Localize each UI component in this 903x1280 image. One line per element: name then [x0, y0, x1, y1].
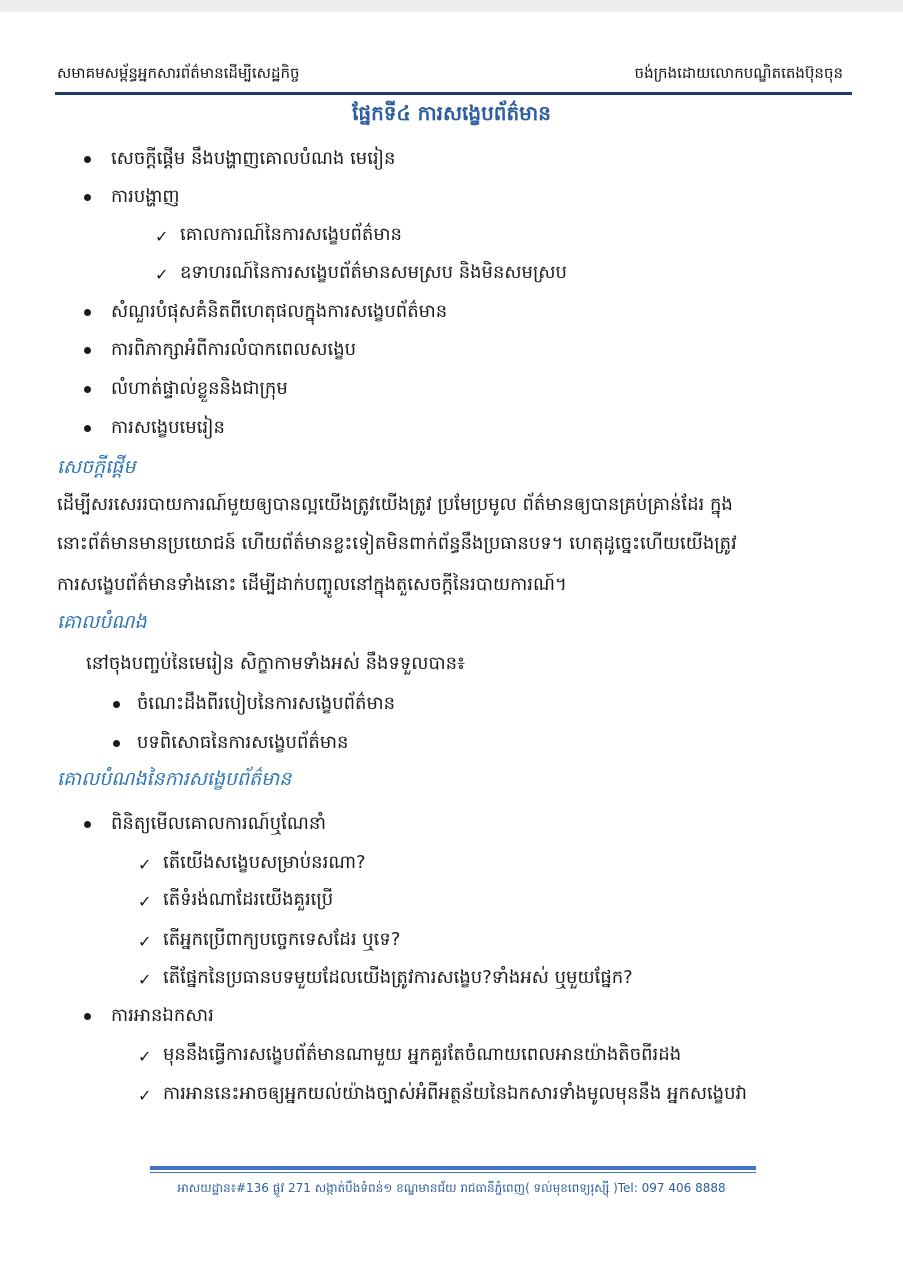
- purpose-check-item: ការអាននេះអាចឲ្យអ្នកយល់យ៉ាងច្បាស់អំពីអត្ថន័យនៃឯកសារទាំងមូលមុននឹង អ្នកសង្ខេបវា: [163, 1083, 747, 1104]
- objective-lead: នៅចុងបញ្ចប់នៃមេរៀន សិក្ខាកាមទាំងអស់ នឹងទទួលបាន៖: [86, 653, 465, 674]
- purpose-check-item: តើអ្នកប្រើពាក្យបច្ចេកទេសដែរ ឬទេ?: [163, 929, 401, 950]
- checkmark-icon: ✓: [155, 227, 169, 246]
- intro-paragraph-line: ដើម្បីសរសេររបាយការណ៍មួយឲ្យបានល្អយើងត្រូវយើងត្រូវ ប្រមែប្រមូល ព័ត៌មានឲ្យបានគ្រប់គ្រាន់ដែរ ក្នុង: [57, 494, 733, 515]
- bullet-icon: [84, 386, 91, 393]
- bullet-icon: [84, 156, 91, 163]
- bullet-icon: [84, 425, 91, 432]
- section-heading-purpose: គោលបំណងនៃការសង្ខេបព័ត៌មាន: [57, 768, 292, 790]
- section-heading-intro: សេចក្តីផ្តើម: [57, 456, 136, 478]
- purpose-item: ការអានឯកសារ: [111, 1005, 214, 1026]
- bullet-icon: [84, 1013, 91, 1020]
- footer-address: អាសយដ្ឋាន៖#136 ផ្លូវ 271 សង្កាត់បឹងទំពន់១ ខណ្ឌមានជ័យ រាជធានីភ្នំពេញ( ទល់មុខពេទ្យរុស្ស៊ី )Tel: 097 406 8888: [177, 1181, 726, 1195]
- purpose-check-item: តើយើងសង្ខេបសម្រាប់នរណា?: [163, 852, 366, 873]
- checkmark-icon: ✓: [138, 1047, 152, 1066]
- checkmark-icon: ✓: [138, 1086, 152, 1105]
- header-author: ចង់ក្រងដោយលោកបណ្ឌិតតេងប៊ុនចុន: [634, 64, 843, 82]
- outline-item: សំណួរបំផុសគំនិតពីហេតុផលក្នុងការសង្ខេបព័ត៌មាន: [111, 301, 448, 322]
- top-bar: [0, 0, 903, 12]
- section-heading-objective: គោលបំណង: [57, 611, 147, 633]
- intro-paragraph-line: នោះព័ត៌មានមានប្រយោជន៍ ហើយព័ត៌មានខ្លះទៀតមិនពាក់ព័ន្ធនឹងប្រធានបទ។ ហេតុដូច្នេះហើយយើងត្រូវ: [57, 533, 737, 554]
- purpose-check-item: មុននឹងធ្វើការសង្ខេបព័ត៌មានណាមួយ អ្នកគួរតែចំណាយពេលអានយ៉ាងតិចពីរដង: [163, 1044, 682, 1065]
- checkmark-icon: ✓: [138, 932, 152, 951]
- intro-paragraph-line: ការសង្ខេបព័ត៌មានទាំងនោះ ដើម្បីដាក់បញ្ចូលនៅក្នុងតួសេចក្តីនៃរបាយការណ៍។: [57, 574, 567, 595]
- footer-divider: [150, 1166, 756, 1170]
- outline-item: ការសង្ខេបមេរៀន: [111, 417, 225, 438]
- header-organization: សមាគមសម្ព័ន្ធអ្នកសារព័ត៌មានដើម្បីសេដ្ឋកិច្ច: [57, 64, 300, 82]
- bullet-icon: [113, 701, 120, 708]
- purpose-check-item: តើផ្នែកនៃប្រធានបទមួយដែលយើងត្រូវការសង្ខេប?ទាំងអស់ ឬមួយផ្នែក?: [163, 967, 633, 988]
- page-title: ផ្នែកទី៤ ការសង្ខេបព័ត៌មាន: [352, 101, 551, 125]
- outline-item: លំហាត់ផ្ទាល់ខ្លួននិងជាក្រុម: [111, 378, 288, 399]
- bullet-icon: [84, 821, 91, 828]
- outline-item: សេចក្តីផ្តើម នឹងបង្ហាញគោលបំណង មេរៀន: [111, 148, 396, 169]
- footer-divider: [150, 1172, 756, 1173]
- objective-item: បទពិសោធនៃការសង្ខេបព័ត៌មាន: [137, 732, 349, 753]
- checkmark-icon: ✓: [155, 265, 169, 284]
- bullet-icon: [84, 309, 91, 316]
- bullet-icon: [113, 740, 120, 747]
- purpose-item: ពិនិត្យមើលគោលការណ៍ឬណែនាំ: [111, 813, 326, 834]
- purpose-check-item: តើទំរង់ណាដែរយើងគួរប្រើ: [163, 889, 334, 910]
- objective-item: ចំណេះដឹងពីរបៀបនៃការសង្ខេបព័ត៌មាន: [137, 693, 396, 714]
- bullet-icon: [84, 194, 91, 201]
- header-divider: [55, 92, 852, 95]
- checkmark-icon: ✓: [138, 892, 152, 911]
- outline-item: ការបង្ហាញ: [111, 186, 180, 207]
- outline-sub-item: ឧទាហរណ៍នៃការសង្ខេបព័ត៌មានសមស្រប និងមិនសមស្រប: [180, 262, 567, 283]
- checkmark-icon: ✓: [138, 855, 152, 874]
- outline-item: ការពិភាក្សាអំពីការលំបាកពេលសង្ខេប: [111, 339, 357, 360]
- checkmark-icon: ✓: [138, 970, 152, 989]
- outline-sub-item: គោលការណ៍នៃការសង្ខេបព័ត៌មាន: [180, 224, 402, 245]
- bullet-icon: [84, 347, 91, 354]
